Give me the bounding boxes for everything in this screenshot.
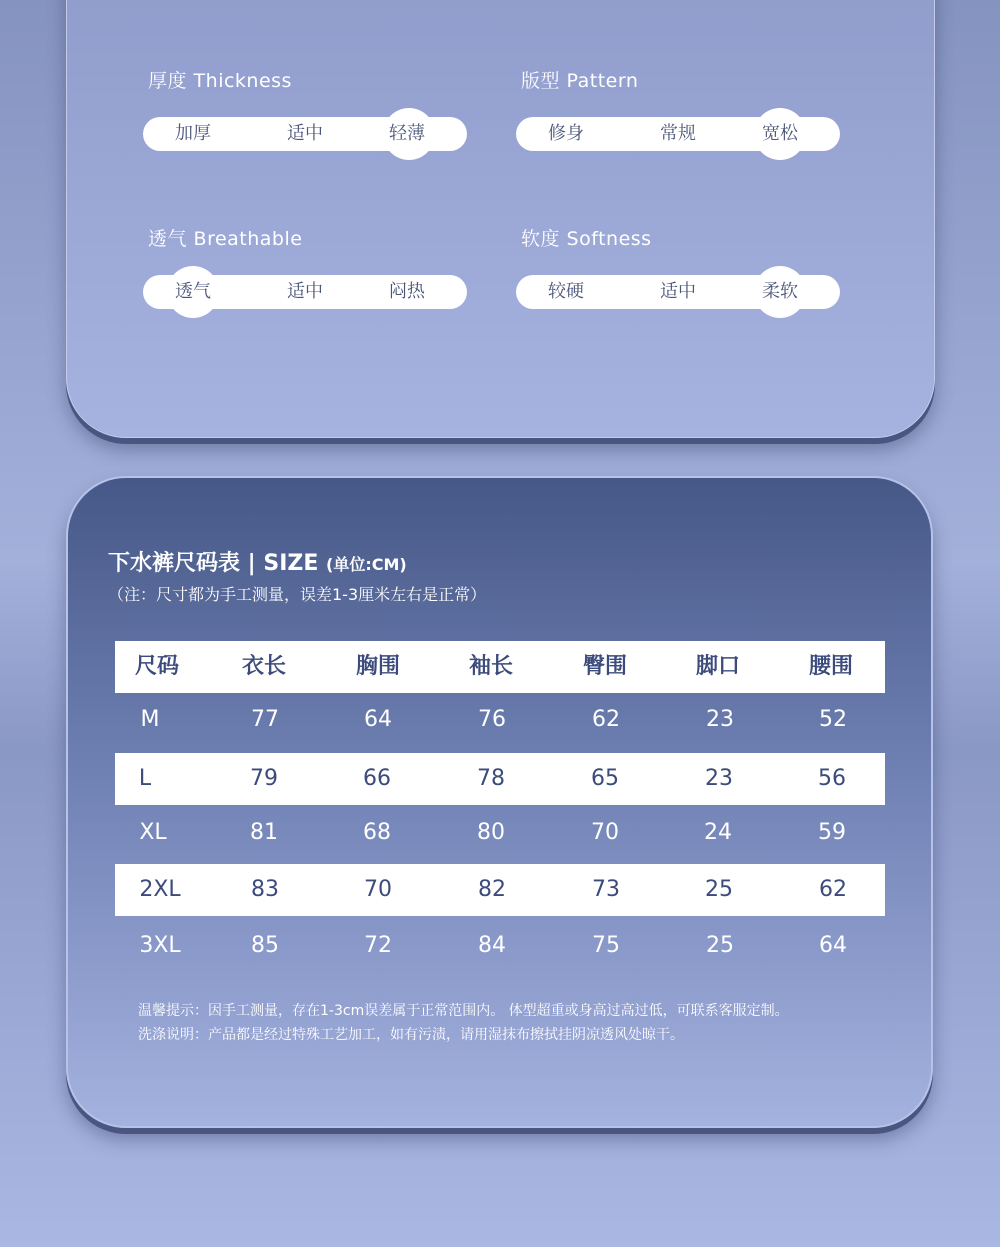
table-cell: 3XL (139, 933, 181, 958)
table-cell: 59 (818, 820, 846, 845)
softness-option: 适中 (660, 281, 696, 302)
table-cell: 81 (250, 820, 278, 845)
table-cell: XL (139, 820, 167, 845)
table-cell: 83 (251, 877, 279, 902)
table-cell: 62 (592, 707, 620, 732)
table-cell: 66 (363, 766, 391, 791)
table-cell: 78 (477, 766, 505, 791)
table-cell: 73 (592, 877, 620, 902)
table-header-cell: 胸围 (355, 654, 400, 679)
table-header-cell: 腰围 (808, 654, 853, 679)
table-header-row (115, 641, 885, 693)
table-cell: 76 (478, 707, 506, 732)
table-row (115, 864, 885, 916)
size-chart-unit: (单位:CM) (326, 555, 407, 574)
table-cell: 65 (591, 766, 619, 791)
table-header-cell: 尺码 (134, 654, 179, 679)
size-chart-note: （注：尺寸都为手工测量，误差1-3厘米左右是正常） (108, 585, 487, 604)
table-header-cell: 臀围 (582, 654, 627, 679)
table-cell: L (138, 766, 152, 791)
table-row (115, 920, 885, 972)
table-row (115, 694, 885, 746)
thickness-option: 加厚 (175, 123, 211, 144)
thickness-scale (143, 117, 467, 151)
table-cell: 64 (819, 933, 847, 958)
table-cell: 80 (477, 820, 505, 845)
table-cell: 62 (819, 877, 847, 902)
pattern-option: 常规 (660, 123, 696, 144)
table-header-cell: 衣长 (241, 654, 286, 679)
table-cell: 72 (364, 933, 392, 958)
table-cell: 2XL (139, 877, 181, 902)
table-row (115, 753, 885, 805)
breathable-label: 透气 Breathable (148, 228, 303, 250)
table-cell: 52 (819, 707, 847, 732)
table-cell: 82 (478, 877, 506, 902)
thickness-label: 厚度 Thickness (148, 70, 292, 92)
table-cell: 79 (250, 766, 278, 791)
softness-option: 较硬 (548, 281, 584, 302)
thickness-option: 轻薄 (389, 123, 425, 144)
wash-instructions: 洗涤说明：产品都是经过特殊工艺加工，如有污渍，请用湿抹布擦拭挂阴凉透风处晾干。 (138, 1027, 684, 1043)
breathable-option: 适中 (287, 281, 323, 302)
table-cell: 64 (364, 707, 392, 732)
table-row (115, 807, 885, 859)
softness-label: 软度 Softness (521, 228, 652, 250)
table-cell: 77 (251, 707, 279, 732)
table-cell: M (140, 707, 160, 732)
table-cell: 25 (705, 877, 733, 902)
pattern-option: 宽松 (762, 123, 798, 144)
softness-option: 柔软 (762, 281, 798, 302)
table-header-cell: 脚口 (695, 654, 740, 679)
size-chart-title (108, 546, 407, 577)
warm-tip: 温馨提示：因手工测量，存在1-3cm误差属于正常范围内。 体型超重或身高过高过低，可联系客服定制。 (138, 1003, 789, 1019)
table-cell: 68 (363, 820, 391, 845)
pattern-scale (516, 117, 840, 151)
softness-scale (516, 275, 840, 309)
table-cell: 23 (705, 766, 733, 791)
breathable-scale (143, 275, 467, 309)
pattern-label: 版型 Pattern (521, 70, 639, 92)
table-header-cell: 袖长 (468, 654, 513, 679)
pattern-option: 修身 (548, 123, 584, 144)
size-chart-title-text: 下水裤尺码表 | SIZE (108, 551, 319, 576)
table-cell: 56 (818, 766, 846, 791)
table-cell: 23 (706, 707, 734, 732)
breathable-option: 闷热 (389, 281, 425, 302)
table-cell: 24 (704, 820, 732, 845)
table-cell: 25 (706, 933, 734, 958)
table-cell: 75 (592, 933, 620, 958)
table-cell: 84 (478, 933, 506, 958)
table-cell: 70 (364, 877, 392, 902)
thickness-option: 适中 (287, 123, 323, 144)
breathable-option: 透气 (175, 281, 211, 302)
table-cell: 70 (591, 820, 619, 845)
table-cell: 85 (251, 933, 279, 958)
